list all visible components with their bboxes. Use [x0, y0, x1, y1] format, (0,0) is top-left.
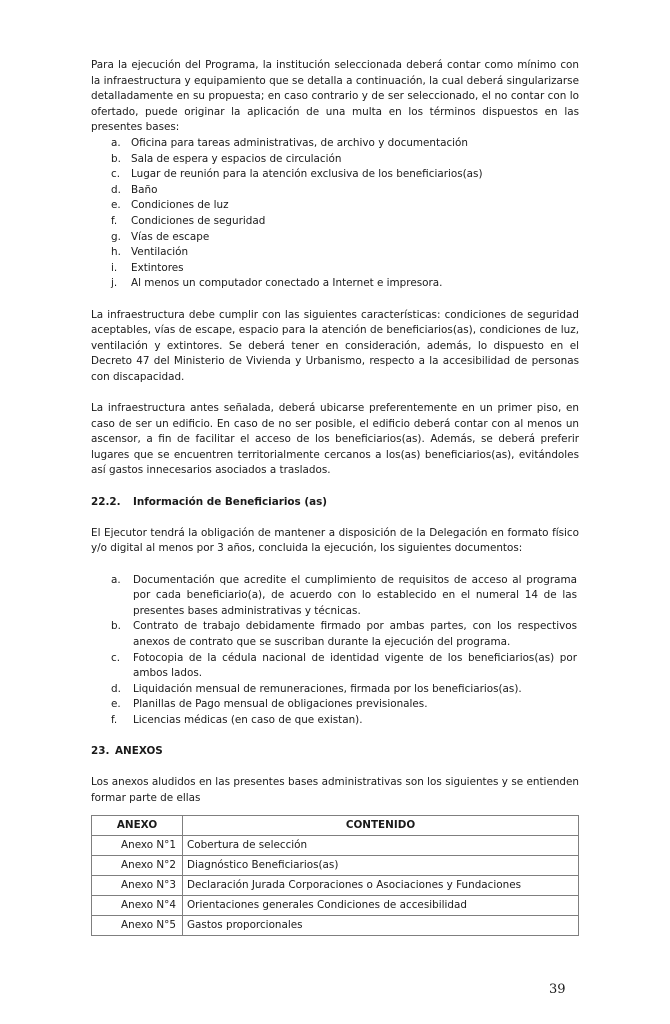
- column-header-annex: ANEXO: [92, 815, 183, 835]
- annex-number-cell: Anexo N°5: [92, 915, 183, 935]
- list-item: j. Al menos un computador conectado a Internet e impresora.: [111, 277, 443, 290]
- annex-content-cell: Declaración Jurada Corporaciones o Asociaciones y Fundaciones: [183, 875, 579, 895]
- table-row: [92, 875, 579, 895]
- table-row: [92, 915, 579, 935]
- annex-number-cell: Anexo N°3: [92, 875, 183, 895]
- list-item: g. Vías de escape: [111, 230, 210, 243]
- list-item: d. Baño: [111, 183, 158, 196]
- table-row: [92, 855, 579, 875]
- list-item: f. Condiciones de seguridad: [111, 214, 266, 227]
- table-row: [92, 895, 579, 915]
- obligations-paragraph: El Ejecutor tendrá la obligación de mantener a disposición de la Delegación en formato físico y/o digital al menos por 3 años, concluida la ejecución, los siguientes documentos:: [91, 526, 579, 555]
- location-paragraph: La infraestructura antes señalada, deberá ubicarse preferentemente en un primer piso, en caso de ser un edificio. En caso de no ser posible, el edificio deberá contar con al menos un ascensor, a fin de facilitar el acceso de los beneficiarios(as). Además, se deberá preferir lugares que se encuentren territorialmente cercanos a los(as) beneficiarios(as), evitándoles así gastos innecesarios asociados a traslados.: [91, 402, 579, 477]
- intro-paragraph: Para la ejecución del Programa, la institución seleccionada deberá contar como mínimo con la infraestructura y equipamiento que se detalla a continuación, la cual deberá singularizarse detalladamente en su propuesta; en caso contrario y de ser seleccionado, el no contar con lo ofertado, puede originar la aplicación de una multa en los términos dispuestos en las presentes bases:: [91, 59, 579, 134]
- annex-number-cell: Anexo N°1: [92, 835, 183, 855]
- annex-number-cell: Anexo N°4: [92, 895, 183, 915]
- annex-number-cell: Anexo N°2: [92, 855, 183, 875]
- infrastructure-list: [91, 136, 579, 292]
- column-header-content: CONTENIDO: [183, 815, 579, 835]
- annex-content-cell: Orientaciones generales Condiciones de accesibilidad: [183, 895, 579, 915]
- annex-table: [91, 815, 579, 936]
- list-item: c. Fotocopia de la cédula nacional de identidad vigente de los beneficiarios(as) por ambos lados.: [111, 651, 577, 680]
- list-item: b. Contrato de trabajo debidamente firmado por ambas partes, con los respectivos anexos de contrato que se suscriban durante la ejecución del programa.: [111, 620, 577, 648]
- annex-intro-paragraph: Los anexos aludidos en las presentes bases administrativas son los siguientes y se entienden formar parte de ellas: [91, 776, 579, 804]
- list-item: a. Oficina para tareas administrativas, de archivo y documentación: [111, 136, 468, 149]
- table-header-row: [92, 815, 579, 835]
- document-page: [91, 58, 579, 936]
- annex-content-cell: Gastos proporcionales: [183, 915, 579, 935]
- annex-content-cell: Cobertura de selección: [183, 835, 579, 855]
- list-item: h. Ventilación: [111, 246, 189, 259]
- section-heading-23: 23. ANEXOS: [91, 745, 163, 758]
- section-heading-22-2: 22.2. Información de Beneficiarios (as): [91, 495, 328, 508]
- list-item: e. Planillas de Pago mensual de obligaciones previsionales.: [111, 698, 428, 711]
- list-item: b. Sala de espera y espacios de circulación: [111, 152, 342, 165]
- list-item: c. Lugar de reunión para la atención exclusiva de los beneficiarios(as): [111, 168, 483, 181]
- list-item: a. Documentación que acredite el cumplimiento de requisitos de acceso al programa por cada beneficiario(a), de acuerdo con lo establecido en el numeral 14 de las presentes bases administrativas y técnicas.: [111, 573, 577, 617]
- list-item: e. Condiciones de luz: [111, 199, 229, 212]
- documents-list: [91, 573, 579, 729]
- page-number: 39: [549, 982, 566, 997]
- annex-content-cell: Diagnóstico Beneficiarios(as): [183, 855, 579, 875]
- list-item: i. Extintores: [111, 261, 184, 274]
- list-item: f. Licencias médicas (en caso de que existan).: [111, 713, 363, 726]
- infrastructure-requirements-paragraph: La infraestructura debe cumplir con las siguientes características: condiciones de seguridad aceptables, vías de escape, espacio para la atención de beneficiarios(as), condiciones de luz, ventilación y extintores. Se deberá tener en consideración, además, lo dispuesto en el Decreto 47 del Ministerio de Vivienda y Urbanismo, respecto a la accesibilidad de personas con discapacidad.: [91, 308, 579, 383]
- table-row: [92, 835, 579, 855]
- list-item: d. Liquidación mensual de remuneraciones, firmada por los beneficiarios(as).: [111, 682, 522, 695]
